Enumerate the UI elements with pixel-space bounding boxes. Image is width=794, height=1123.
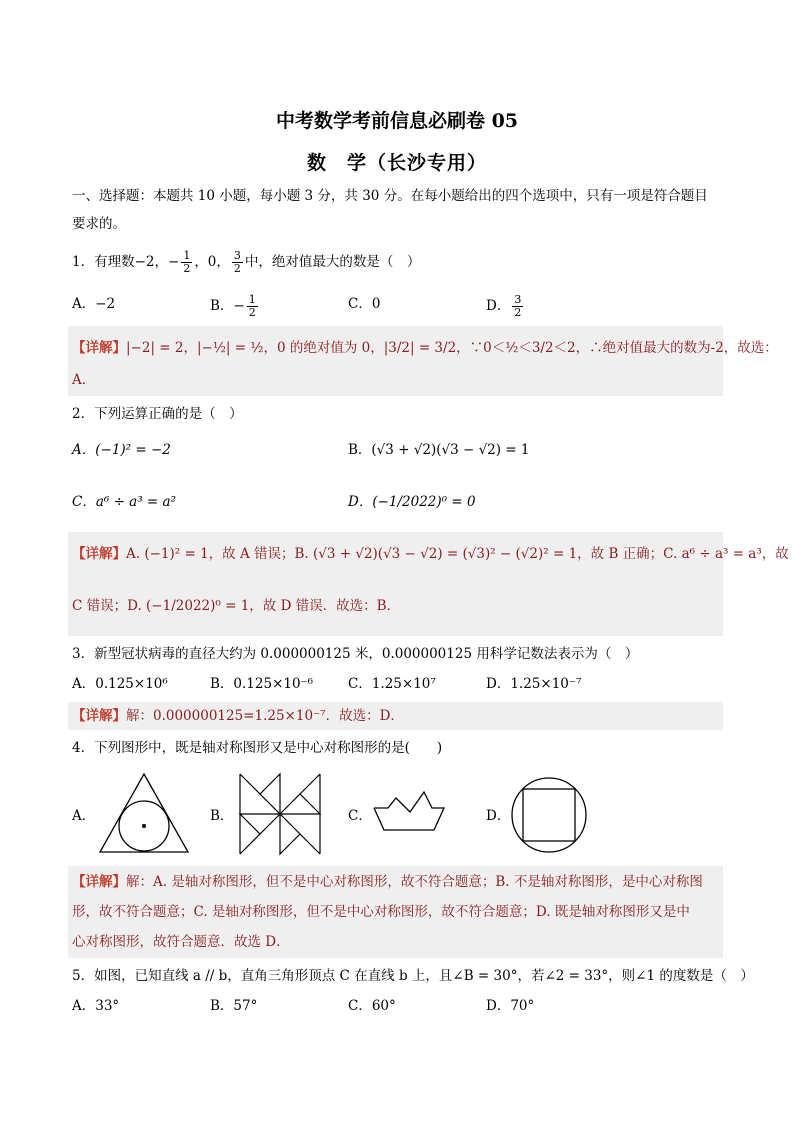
q3-option-b[interactable]: B．0.125×10⁻⁶ [210, 676, 314, 692]
q5-option-d[interactable]: D．70° [486, 998, 535, 1014]
q2-stem: 2．下列运算正确的是（ ） [72, 406, 243, 422]
frac-denominator: 2 [248, 306, 256, 319]
section-instructions-1: 一、选择题：本题共 10 小题，每小题 3 分，共 30 分。在每小题给出的四个选项中，只有一项是符合题目 [72, 188, 708, 204]
answer-text: 解：0.000000125=1.25×10⁻⁷．故选：D． [126, 708, 404, 724]
q4-answer-line-2: 形，故不符合题意；C. 是轴对称图形，但不是中心对称图形，故不符合题意；D. 既是轴对称图形又是中 [72, 904, 690, 920]
q4-answer-box [68, 866, 723, 958]
q1-frac-three-halves [232, 250, 243, 275]
q1-answer-line-2: A． [72, 372, 96, 388]
triangle-circle-figure [98, 772, 190, 854]
page-subtitle: 数 学（长沙专用） [306, 152, 487, 174]
answer-tag: 【详解】 [72, 546, 126, 562]
q3-option-c[interactable]: C．1.25×10⁷ [348, 676, 436, 692]
q1-stem [72, 250, 420, 275]
answer-tag: 【详解】 [72, 708, 126, 724]
q1-option-c[interactable]: C．0 [348, 296, 381, 312]
q1-answer-box [68, 326, 778, 396]
q1-stem-part-b: ，0， [194, 254, 230, 270]
answer-tag: 【详解】 [72, 874, 126, 890]
q4-answer-line-3: 心对称图形，故符合题意．故选 D． [72, 934, 290, 950]
q4-option-b[interactable]: B． [210, 808, 234, 824]
q3-answer-line-1 [72, 706, 404, 726]
q4-option-a[interactable]: A． [72, 808, 96, 824]
q2-option-d[interactable]: D．(−1/2022)⁰ = 0 [348, 494, 476, 510]
frac-numerator: 3 [514, 293, 522, 306]
q5-option-a[interactable]: A．33° [72, 998, 120, 1014]
q1-answer-line-1 [72, 338, 778, 358]
q3-answer-box [68, 702, 723, 730]
q1-option-b-frac [247, 294, 258, 319]
frac-denominator: 2 [514, 306, 522, 319]
q1-option-b[interactable] [210, 294, 260, 319]
answer-text: |−2| = 2，|−½| = ½，0 的绝对值为 0，|3/2| = 3/2，∵0＜½＜3/2＜2，∴绝对值最大的数为-2，故选： [126, 340, 778, 356]
q4-answer-line-1 [72, 872, 703, 892]
circle-square-figure [510, 776, 588, 854]
frac-numerator: 1 [183, 249, 191, 262]
q5-stem: 5．如图，已知直线 a // b，直角三角形顶点 C 在直线 b 上，且∠B = 30°，若∠2 = 33°，则∠1 的度数是（ ） [72, 968, 754, 984]
q2-answer-box [68, 532, 789, 636]
q4-option-d[interactable]: D． [486, 808, 511, 824]
q1-option-d-label: D． [486, 298, 511, 314]
q2-answer-line-1 [72, 544, 789, 564]
answer-text: 解：A. 是轴对称图形，但不是中心对称图形，故不符合题意；B. 不是轴对称图形，是中心对称图 [126, 874, 703, 890]
q1-option-a[interactable]: A．−2 [72, 296, 116, 312]
q2-option-b[interactable]: B．(√3 + √2)(√3 − √2) = 1 [348, 442, 530, 458]
q5-option-c[interactable]: C．60° [348, 998, 396, 1014]
q1-option-d[interactable] [486, 294, 525, 319]
q2-answer-line-2: C 错误；D. (−1/2022)⁰ = 1，故 D 错误．故选：B． [72, 598, 401, 614]
q3-stem: 3．新型冠状病毒的直径大约为 0.000000125 米，0.000000125 用科学记数法表示为（ ） [72, 646, 639, 662]
q2-option-a[interactable]: A．(−1)² = −2 [72, 442, 171, 458]
q5-option-b[interactable]: B．57° [210, 998, 258, 1014]
frac-numerator: 3 [233, 249, 241, 262]
q4-option-c[interactable]: C． [348, 808, 372, 824]
answer-tag: 【详解】 [72, 340, 126, 356]
q4-stem: 4．下列图形中，既是轴对称图形又是中心对称图形的是( ) [72, 740, 443, 756]
pinwheel-figure [240, 774, 320, 854]
frac-denominator: 2 [233, 262, 241, 275]
q1-option-d-frac [512, 294, 523, 319]
q1-option-b-label: B．− [210, 298, 245, 314]
q1-stem-part-c: 中，绝对值最大的数是（ ） [244, 254, 421, 270]
q1-frac-half [181, 250, 192, 275]
page-title: 中考数学考前信息必刷卷 05 [275, 110, 519, 132]
paper-boat-figure [372, 790, 446, 832]
q1-stem-part-a: 1．有理数−2，− [72, 254, 180, 270]
q3-option-d[interactable]: D．1.25×10⁻⁷ [486, 676, 582, 692]
answer-text: A. (−1)² = 1，故 A 错误；B. (√3 + √2)(√3 − √2) = (√3)² − (√2)² = 1，故 B 正确；C. a⁶ ÷ a³ = a³，故 [126, 546, 789, 562]
q2-option-c[interactable]: C．a⁶ ÷ a³ = a² [72, 494, 176, 510]
q3-option-a[interactable]: A．0.125×10⁶ [72, 676, 168, 692]
frac-denominator: 2 [183, 262, 191, 275]
frac-numerator: 1 [248, 293, 256, 306]
section-instructions-2: 要求的。 [72, 216, 126, 232]
